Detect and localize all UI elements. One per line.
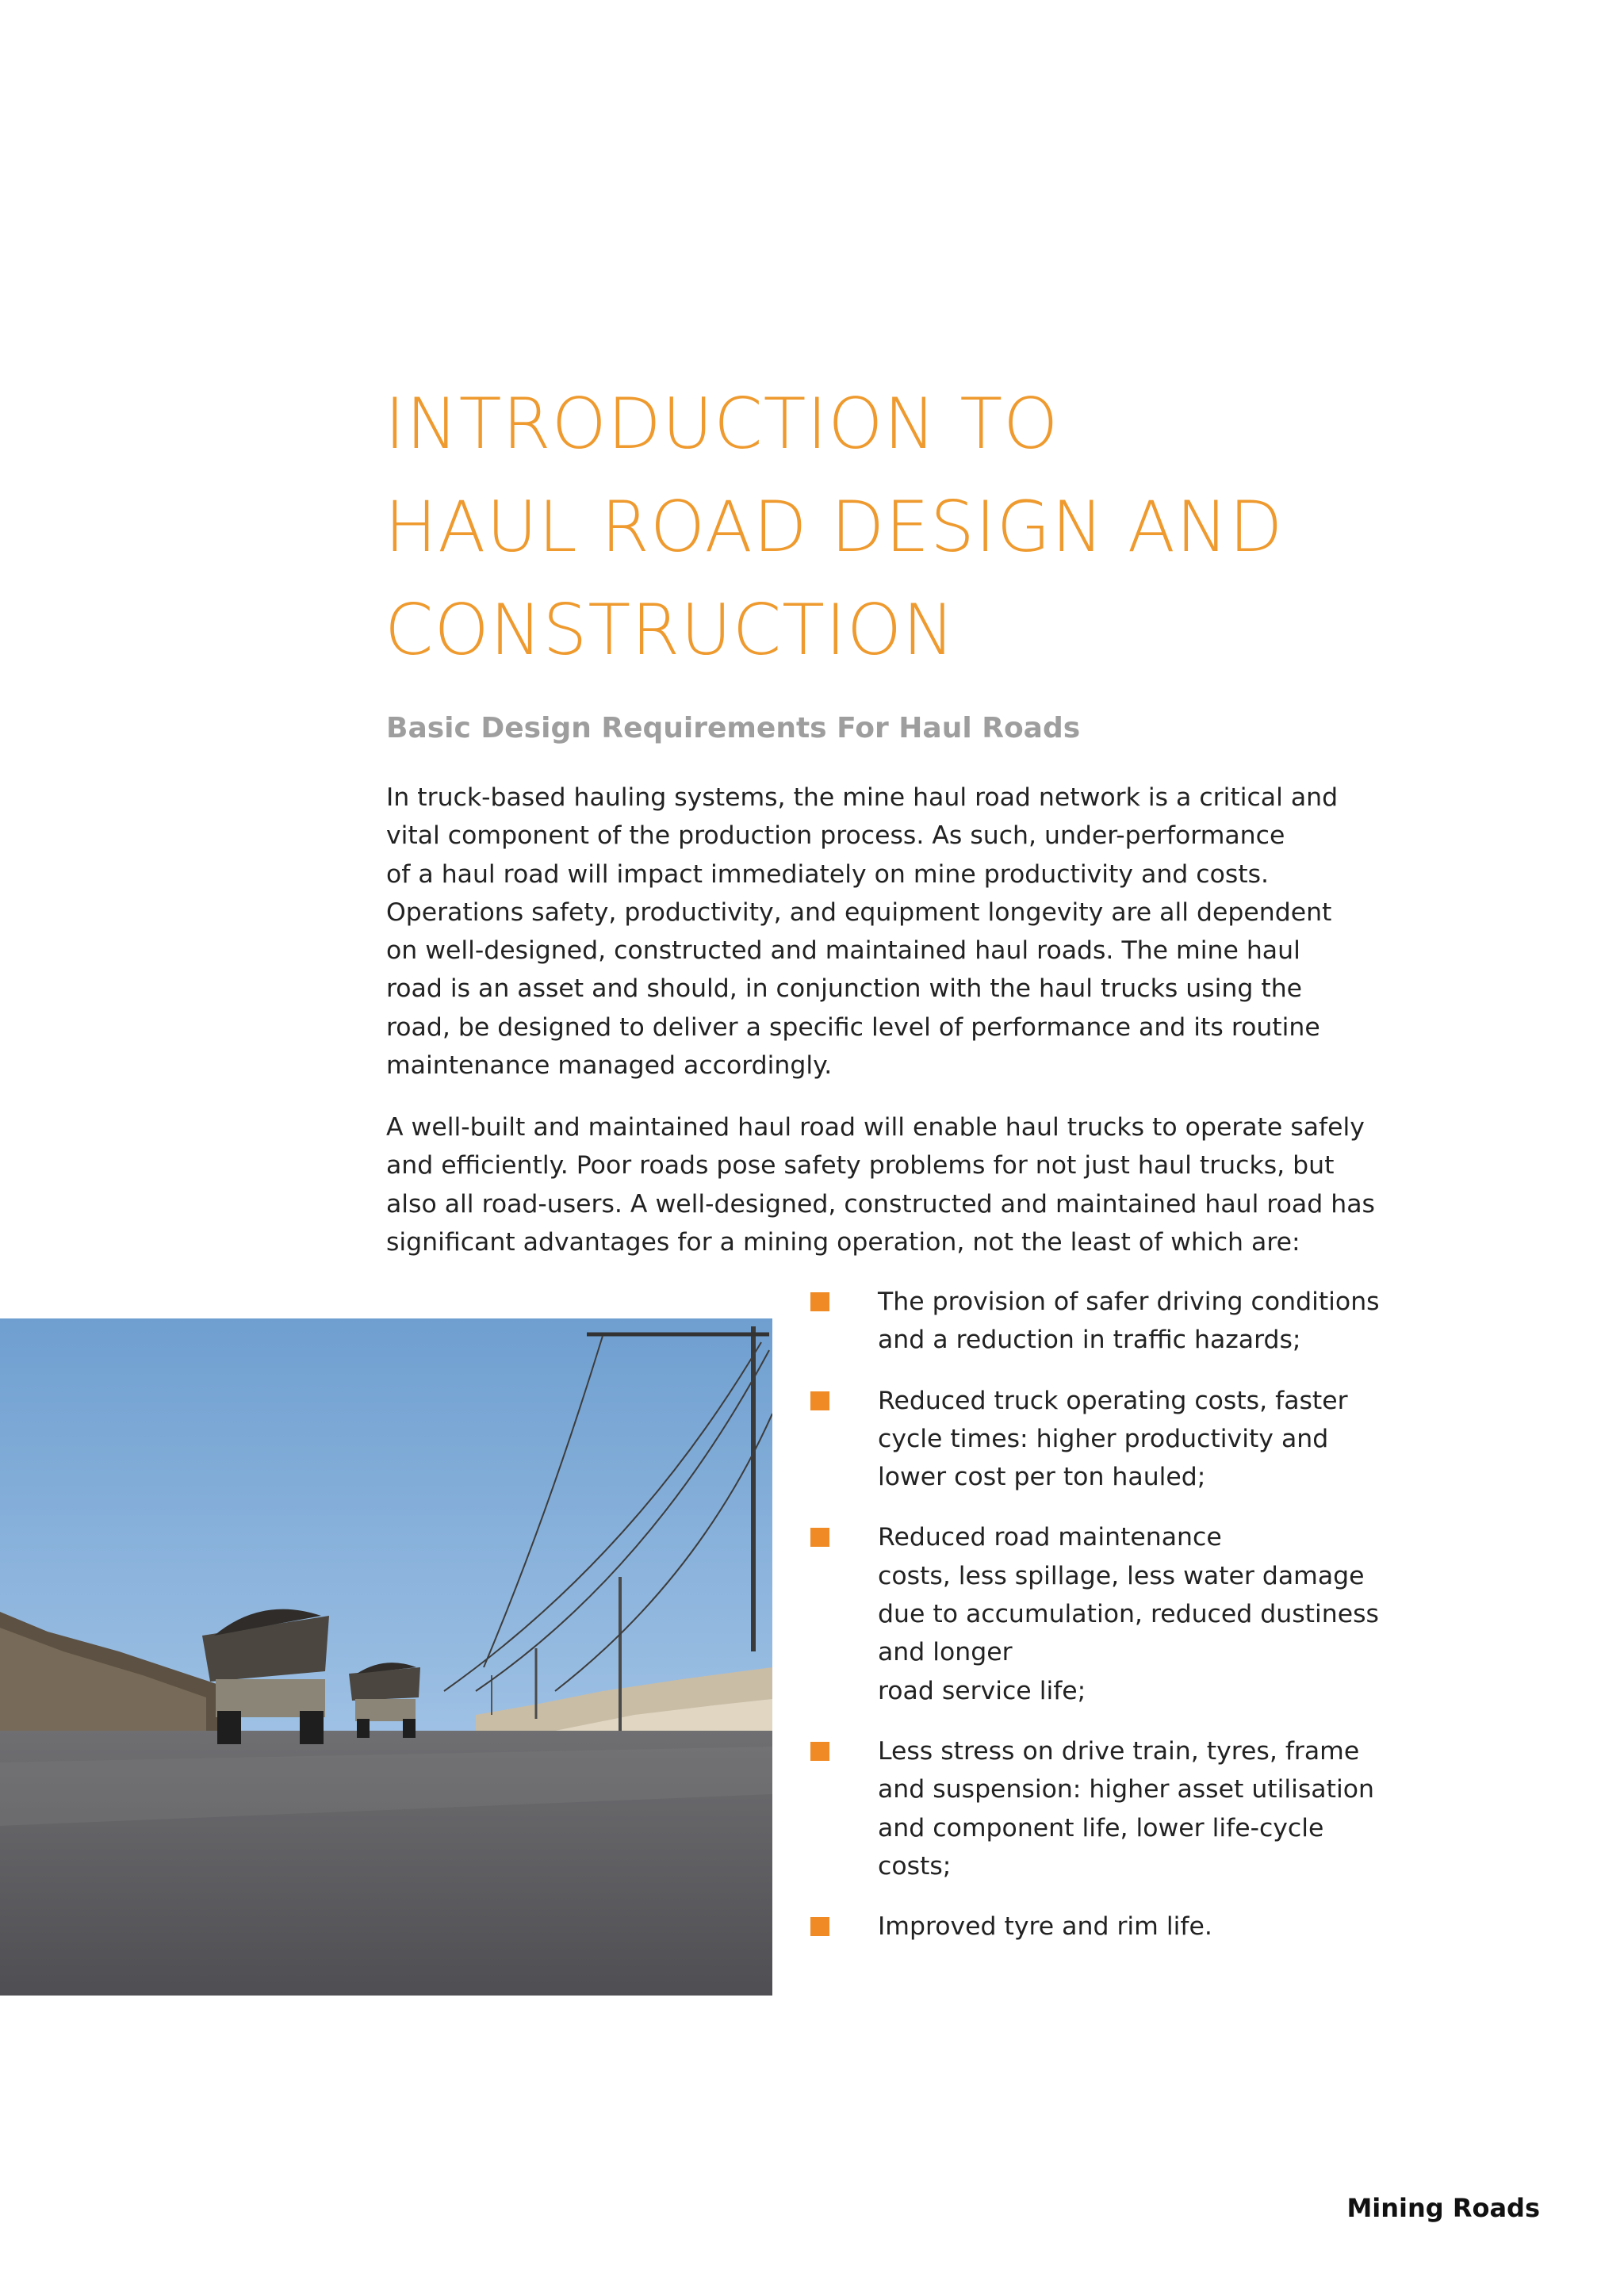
list-item-line: Reduced road maintenance xyxy=(878,1523,1222,1552)
bullet-square-icon xyxy=(810,1917,829,1936)
paragraph-line: also all road-users. A well-designed, constructed and maintained haul road has xyxy=(386,1189,1375,1219)
paragraph-line: In truck-based hauling systems, the mine haul road network is a critical and xyxy=(386,783,1339,812)
list-item xyxy=(809,1732,1411,1885)
bullet-square-icon xyxy=(810,1292,829,1311)
list-item-line: and longer xyxy=(878,1638,1013,1667)
title-line-2: HAUL ROAD DESIGN AND xyxy=(385,486,1284,568)
haul-road-photo xyxy=(0,1318,772,1996)
list-item-line: and a reduction in traffic hazards; xyxy=(878,1326,1301,1355)
list-item-line: costs; xyxy=(878,1851,952,1881)
list-item xyxy=(809,1283,1411,1360)
list-item xyxy=(809,1518,1411,1709)
advantages-paragraph xyxy=(386,1108,1401,1261)
list-item-line: lower cost per ton hauled; xyxy=(878,1463,1206,1492)
list-item-line: Reduced truck operating costs, faster xyxy=(878,1386,1348,1415)
advantages-list xyxy=(809,1283,1411,1968)
footer-label: Mining Roads xyxy=(1346,2193,1540,2223)
paragraph-line: on well-designed, constructed and maintained haul roads. The mine haul xyxy=(386,936,1300,966)
page-title xyxy=(385,373,1415,682)
list-item-line: road service life; xyxy=(878,1676,1086,1705)
list-item xyxy=(809,1908,1411,1946)
section-heading: Basic Design Requirements For Haul Roads xyxy=(386,712,1081,744)
paragraph-line: vital component of the production process. As such, under-performance xyxy=(386,821,1285,851)
list-item-line: due to accumulation, reduced dustiness xyxy=(878,1600,1379,1629)
paragraph-line: A well-built and maintained haul road will enable haul trucks to operate safely xyxy=(386,1113,1365,1142)
paragraph-line: significant advantages for a mining operation, not the least of which are: xyxy=(386,1227,1300,1257)
paragraph-line: maintenance managed accordingly. xyxy=(386,1051,833,1081)
list-item-line: cycle times: higher productivity and xyxy=(878,1424,1329,1453)
paragraph-line: Operations safety, productivity, and equipment longevity are all dependent xyxy=(386,897,1332,927)
list-item-line: and component life, lower life-cycle xyxy=(878,1813,1324,1843)
list-item-line: Improved tyre and rim life. xyxy=(878,1912,1212,1942)
intro-paragraph xyxy=(386,779,1401,1085)
paragraph-line: road, be designed to deliver a specific level of performance and its routine xyxy=(386,1012,1320,1042)
list-item xyxy=(809,1382,1411,1497)
list-item-line: Less stress on drive train, tyres, frame xyxy=(878,1736,1360,1766)
list-item-line: costs, less spillage, less water damage xyxy=(878,1561,1365,1590)
title-line-3: CONSTRUCTION xyxy=(385,589,956,671)
bullet-square-icon xyxy=(810,1391,829,1410)
paragraph-line: road is an asset and should, in conjunction with the haul trucks using the xyxy=(386,974,1303,1004)
paragraph-line: and efficiently. Poor roads pose safety problems for not just haul trucks, but xyxy=(386,1151,1335,1181)
paragraph-line: of a haul road will impact immediately on mine productivity and costs. xyxy=(386,859,1270,889)
list-item-line: and suspension: higher asset utilisation xyxy=(878,1775,1374,1804)
bullet-square-icon xyxy=(810,1528,829,1547)
list-item-line: The provision of safer driving conditions xyxy=(878,1288,1380,1316)
title-line-1: INTRODUCTION TO xyxy=(385,383,1059,465)
bullet-square-icon xyxy=(810,1742,829,1761)
